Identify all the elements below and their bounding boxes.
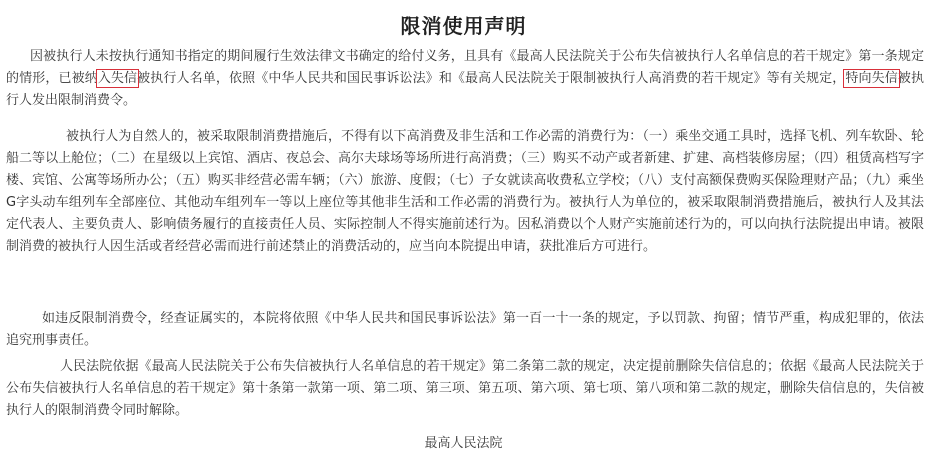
paragraph-lifting: 人民法院依据《最高人民法院关于公布失信被执行人名单信息的若干规定》第二条第二款的规定，决定提前删除失信信息的；依据《最高人民法院关于公布失信被执行人名单信息的若干规定》第十条第一款第一项、第二项、第三项、第五项、第六项、第七项、第八项和第二款的规定，删除失信信息的，失信被执行人的限制消费令同时解除。 (6, 359, 924, 418)
intro-text-end: 被执行人发出限制消费令。 (6, 71, 924, 108)
paragraph-violation: 如违反限制消费令，经查证属实的，本院将依照《中华人民共和国民事诉讼法》第一百一十一条的规定，予以罚款、拘留；情节严重，构成犯罪的，依法追究刑事责任。 (6, 311, 924, 348)
highlighted-text-dishonest-listed: 入失信 (97, 71, 138, 86)
paragraph-restrictions: 被执行人为自然人的，被采取限制消费措施后，不得有以下高消费及非生活和工作必需的消费行为：（一）乘坐交通工具时，选择飞机、列车软卧、轮船二等以上舱位；（二）在星级以上宾馆、酒店、夜总会、高尔夫球场等场所进行高消费；（三）购买不动产或者新建、扩建、高档装修房屋；（四）租赁高档写字楼、宾馆、公寓等场所办公；（五）购买非经营必需车辆；（六）旅游、度假；（七）子女就读高收费私立学校；（八）支付高额保费购买保险理财产品；（九）乘坐G字头动车组列车全部座位、其他动车组列车一等以上座位等其他非生活和工作必需的消费行为。被执行人为单位的，被采取限制消费措施后，被执行人及其法定代表人、主要负责人、影响债务履行的直接责任人员、实际控制人不得实施前述行为。因私消费以个人财产实施前述行为的，可以向执行法院提出申请。被限制消费的被执行人因生活或者经营必需而进行前述禁止的消费活动的，应当向本院提出申请，获批准后方可进行。 (6, 129, 924, 254)
highlighted-text-to-dishonest: 特向失信 (845, 71, 898, 86)
paragraph-intro (6, 46, 924, 112)
intro-text-start: 因被执行人未按执行通知书指定的期间履行生效法律文书确定的给付义务，且具有《最高人民法院关于公布失信被执行人名单信息的若干规定》第一条规定的情形，已被纳 (6, 49, 924, 86)
intro-text-middle: 被执行人名单，依照《中华人民共和国民事诉讼法》和《最高人民法院关于限制被执行人高消费的若干规定》等有关规定， (137, 71, 846, 86)
document-title: 限消使用声明 (400, 14, 527, 38)
court-signature: 最高人民法院 (424, 436, 503, 451)
